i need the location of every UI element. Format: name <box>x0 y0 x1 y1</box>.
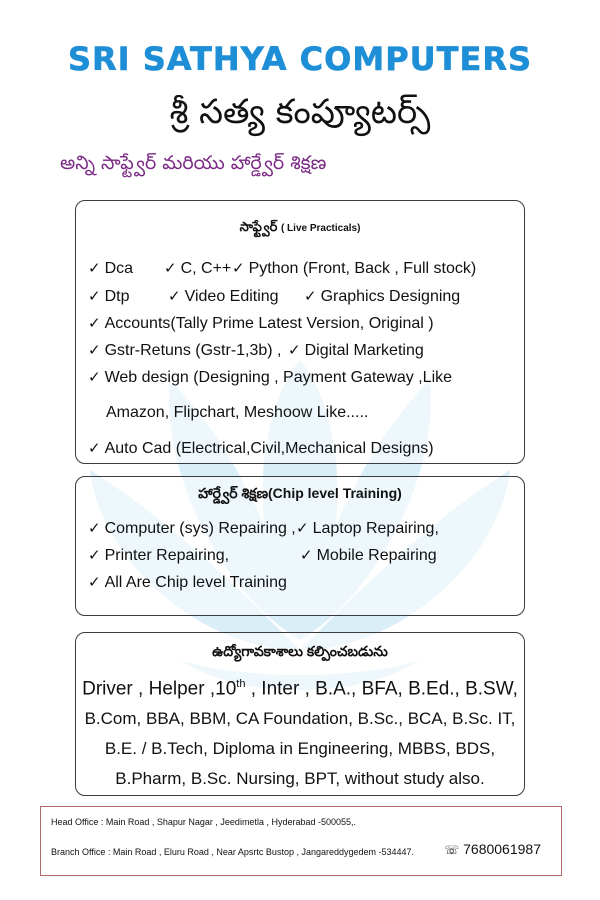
check-icon: ✓ <box>88 573 101 591</box>
jobs-line-4: B.Pharm, B.Sc. Nursing, BPT, without study also. <box>115 769 485 789</box>
software-box <box>75 200 525 464</box>
check-icon: ✓ <box>88 259 101 277</box>
list-item: ✓ Web design (Designing , Payment Gateway ,Like <box>88 368 453 386</box>
jobs-line-3: B.E. / B.Tech, Diploma in Engineering, MBBS, BDS, <box>104 739 496 759</box>
jobs-line-2: B.Com, BBA, BBM, CA Foundation, B.Sc., BCA, B.Sc. IT, <box>84 709 516 729</box>
list-item: ✓ Dtp <box>88 287 130 305</box>
software-heading-label: సాఫ్ట్వేర్ <box>239 219 278 234</box>
check-icon: ✓ <box>288 341 301 359</box>
footer-addresses <box>40 806 562 876</box>
brand-title-english: SRI SATHYA COMPUTERS <box>67 40 533 78</box>
hardware-heading: హార్డ్వేర్ శిక్షణ(Chip level Training) <box>198 485 402 501</box>
check-icon: ✓ <box>168 287 181 305</box>
software-heading <box>76 219 524 238</box>
list-item: ✓ C, C++ <box>164 259 232 277</box>
jobs-line-1: Driver , Helper ,10th , Inter , B.A., BFA, B.Ed., B.SW, <box>82 678 518 700</box>
jobs-box <box>75 632 525 796</box>
hardware-box <box>75 476 525 616</box>
list-item: ✓ Computer (sys) Repairing , <box>88 519 296 537</box>
list-item: ✓ Python (Front, Back , Full stock) <box>232 259 477 277</box>
list-item: ✓ Gstr-Retuns (Gstr-1,3b) , <box>88 341 282 359</box>
list-item: ✓ Digital Marketing <box>288 341 424 359</box>
brand-title-telugu: శ్రీ సత్య కంప్యూటర్స్ <box>169 92 431 132</box>
tagline: అన్ని సాఫ్ట్వేర్ మరియు హార్డ్వేర్ శిక్షణ <box>60 152 327 174</box>
list-item: ✓ Printer Repairing, <box>88 546 230 564</box>
list-item-continuation: Amazon, Flipchart, Meshoow Like..... <box>106 404 369 421</box>
check-icon: ✓ <box>232 259 245 277</box>
phone-number: ☏ 7680061987 <box>444 841 541 857</box>
check-icon: ✓ <box>296 519 309 537</box>
check-icon: ✓ <box>304 287 317 305</box>
phone-icon: ☏ <box>444 843 460 857</box>
list-item: ✓ Laptop Repairing, <box>296 519 439 537</box>
check-icon: ✓ <box>88 368 101 386</box>
list-item: ✓ Accounts(Tally Prime Latest Version, Original ) <box>88 314 434 332</box>
jobs-heading: ఉద్యోగావకాశాలు కల్పించబడును <box>212 643 388 659</box>
list-item: ✓ Dca <box>88 259 134 277</box>
list-item: ✓ Video Editing <box>168 287 279 305</box>
check-icon: ✓ <box>88 287 101 305</box>
list-item: ✓ Auto Cad (Electrical,Civil,Mechanical Designs) <box>88 439 434 457</box>
list-item: ✓ All Are Chip level Training <box>88 573 287 591</box>
check-icon: ✓ <box>300 546 313 564</box>
check-icon: ✓ <box>88 546 101 564</box>
check-icon: ✓ <box>88 314 101 332</box>
software-heading-note: ( Live Practicals) <box>280 223 361 234</box>
head-office-address: Head Office : Main Road , Shapur Nagar , Jeedimetla , Hyderabad -500055,. <box>51 817 357 827</box>
check-icon: ✓ <box>88 519 101 537</box>
check-icon: ✓ <box>88 439 101 457</box>
jobs-list <box>76 669 524 794</box>
list-item: ✓ Graphics Designing <box>304 287 461 305</box>
check-icon: ✓ <box>164 259 177 277</box>
list-item: ✓ Mobile Repairing <box>300 546 437 564</box>
check-icon: ✓ <box>88 341 101 359</box>
branch-office-address: Branch Office : Main Road , Eluru Road , Near Apsrtc Bustop , Jangareddygedem -534447. <box>51 847 415 857</box>
